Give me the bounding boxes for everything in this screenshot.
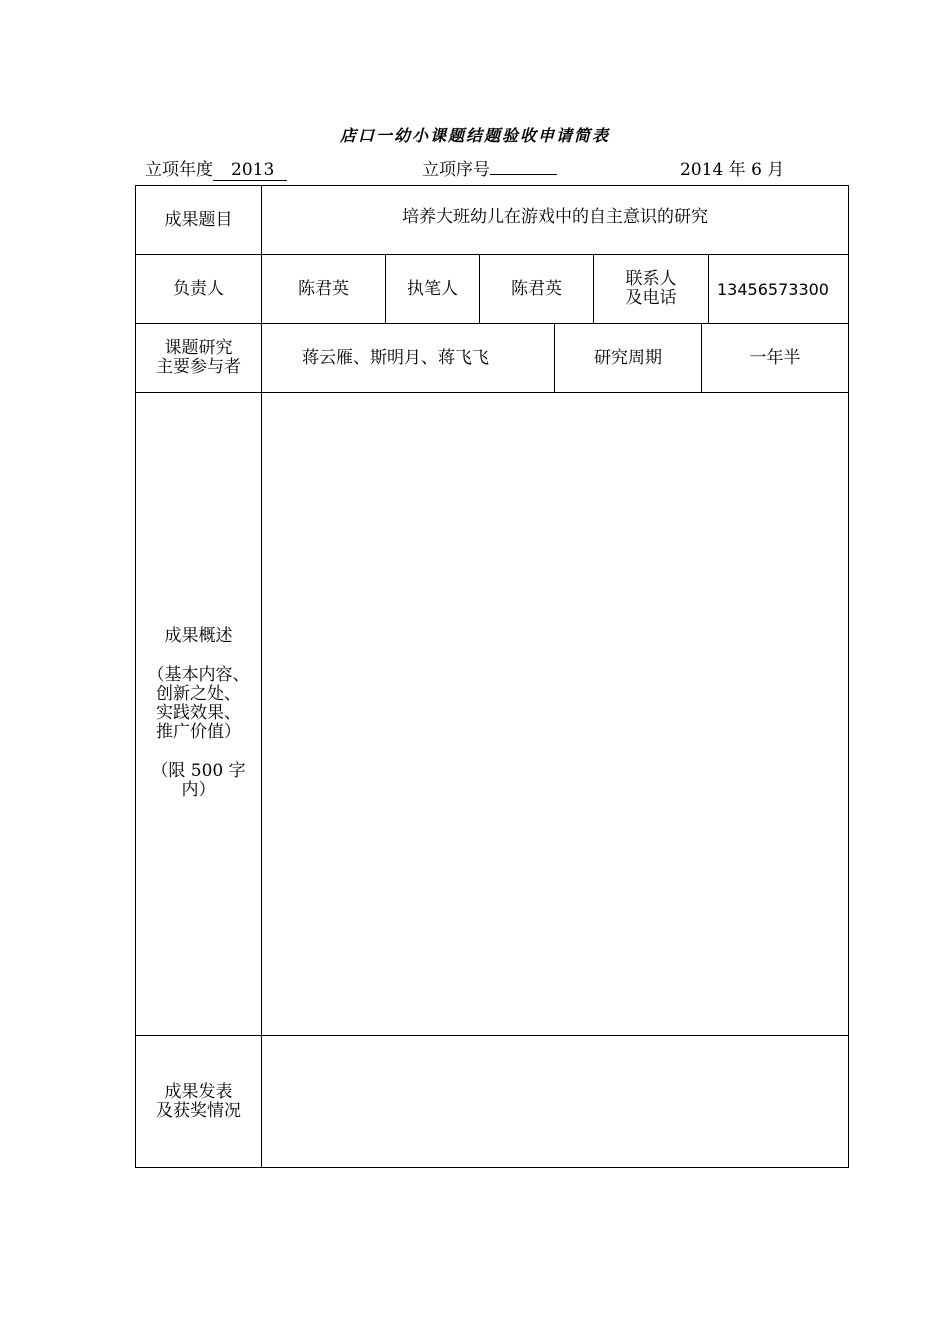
topic-value: 培养大班幼儿在游戏中的自主意识的研究 [402,207,708,227]
summary-content[interactable] [262,393,848,1035]
topic-label: 成果题目 [164,209,233,230]
summary-note-line: 推广价值） [156,722,241,742]
awards-label [136,1036,261,1167]
summary-note-line: 实践效果、 [156,703,241,723]
contact-label [594,255,708,323]
contact-phone: 13456573300 [717,279,829,299]
participants-label-line: 主要参与者 [156,357,241,377]
period-value: 一年半 [749,347,801,368]
participants-value: 蒋云雁、斯明月、蒋飞飞 [302,347,489,368]
period-label: 研究周期 [594,347,662,368]
awards-label-line: 及获奖情况 [156,1100,241,1121]
summary-limit-line: （限 500 字 [151,761,246,781]
summary-limit-line: 内） [181,780,216,800]
summary-note-line: 创新之处、 [156,684,241,704]
application-date: 2014 年 6 月 [680,160,785,180]
leader-value: 陈君英 [298,278,349,299]
project-number-label: 立项序号 [422,160,490,180]
summary-note-line: （基本内容、 [147,665,250,685]
contact-label-line: 及电话 [625,288,677,308]
summary-label: 成果概述 [164,626,233,646]
document-title: 店口一幼小课题结题验收申请简表 [339,126,610,145]
summary-label-cell [136,393,261,1035]
project-year-label: 立项年度 [145,160,213,180]
writer-value: 陈君英 [511,278,562,299]
participants-label [136,324,261,392]
awards-label-line: 成果发表 [164,1081,233,1102]
project-year-value: 2013 [213,160,287,181]
awards-content[interactable] [262,1036,848,1167]
leader-label: 负责人 [173,278,224,299]
participants-label-line: 课题研究 [164,338,233,358]
contact-label-line: 联系人 [625,269,677,289]
writer-label: 执笔人 [407,278,458,299]
